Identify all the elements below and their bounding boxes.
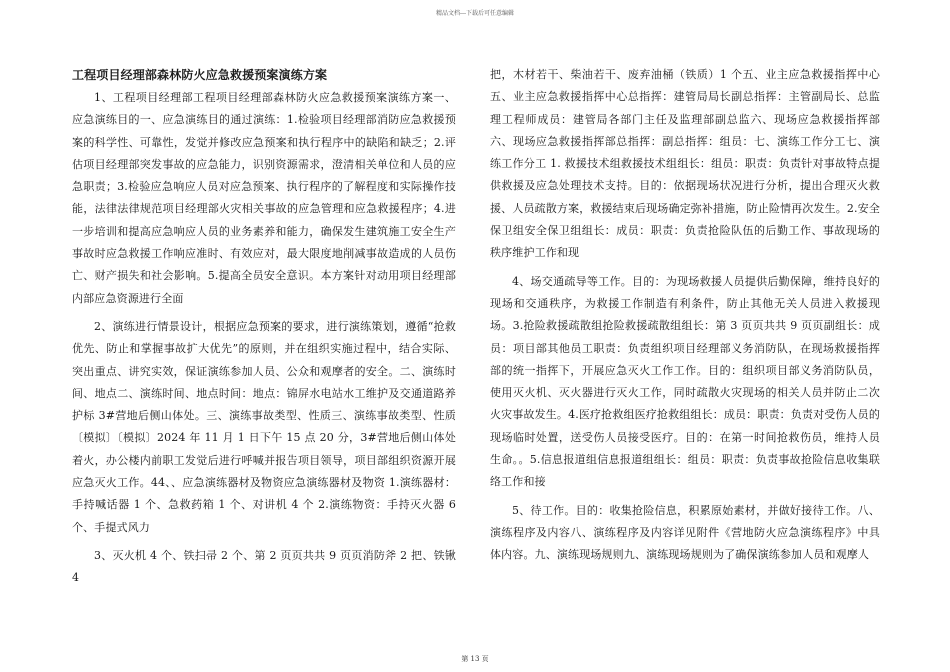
- left-column: [72, 64, 456, 590]
- paragraph: 2、演练进行情景设计，根据应急预案的要求，进行演练策划，遵循“抢救优先、防止和掌握事故扩大优先”的原则，并在组织实施过程中，结合实际、突出重点、讲究实效，保证演练参加人员、公众和观摩者的安全。二、演练时间、地点二、演练时间、地点时间：地点：锦屏水电站水工维护及交通道路养护标 3#营地后侧山体处。三、演练事故类型、性质三、演练事故类型、性质〔模拟〕〔模拟〕2024 年 11 月 1 日下午 15 点 20 分，3#营地后侧山体处着火，办公楼内前职工发觉后进行呼喊并报告项目领导，项目部组织资源开展应急灭火工作。44、、应急演练器材及物资应急演练器材及物资 1.演练器材：手持喊话器 1 个、急救药箱 1 个、对讲机 4 个 2.演练物资：手持灭火器 6 个、手提式风力: [72, 319, 456, 534]
- paragraph: 5、待工作。目的：收集抢险信息，积累原始素材，并做好接待工作。八、演练程序及内容八、演练程序及内容详见附件《营地防火应急演练程序》中具体内容。九、演练现场规则九、演练现场规则为了确保演练参加人员和观摩人: [490, 503, 880, 562]
- paragraph: 4、场交通疏导等工作。目的：为现场救援人员提供后勤保障，维持良好的现场和交通秩序，为救援工作制造有利条件，防止其他无关人员进入救援现场。3.抢险救援疏散组抢险救援疏散组组长：第 3 页页共共 9 页页副组长：成员：项目部其他员工职责：负责组织项目经理部义务消防队，在现场救援指挥部的统一指挥下，开展应急灭火工作工作。目的：组织项目部义务消防队员，使用灭火机、灭火器进行灭火工作，同时疏散火灾现场的相关人员并防止二次火灾事故发生。4.医疗抢救组医疗抢救组组长：成员：职责：负责对受伤人员的现场临时处置，送受伤人员接受医疗。目的：在第一时间抢救伤员，维持人员生命。。5.信息报道组信息报道组组长：组员：职责：负责事故抢险信息收集联络工作和接: [490, 274, 880, 489]
- document-title: 工程项目经理部森林防火应急救援预案演练方案: [72, 68, 328, 82]
- paragraph: 3、灭火机 4 个、铁扫帚 2 个、第 2 页页共共 9 页页消防斧 2 把、铁锹 4: [72, 548, 456, 585]
- paragraph: 1、工程项目经理部工程项目经理部森林防火应急救援预案演练方案一、应急演练目的一、应急演练目的通过演练：1.检验项目经理部消防应急救援预案的科学性、可靠性，发觉并修改应急预案和执行程序中的缺陷和缺乏；2.评估项目经理部突发事故的应急能力，识别资源需求，澄清相关单位和人员的应急职责；3.检验应急响应人员对应急预案、执行程序的了解程度和实际操作技能，法律法律规范项目经理部火灾相关事故的应急管理和应急救援程序；4.进一步培训和提高应急响应人员的业务素养和能力，确保发生建筑施工安全生产事故时应急救援工作响应准时、有效应对，最大限度地削减事故造成的人员伤亡、财产损失和社会影响。5.提高全员安全意识。本方案针对动用项目经理部内部应急资源进行全面: [72, 91, 456, 305]
- right-column: [490, 64, 880, 567]
- page-header: 精品文档---下载后可任意编辑: [435, 10, 515, 17]
- page-number: 第 13 页: [461, 655, 489, 663]
- paragraph: 把，木材若干、柴油若干、废弃油桶（铁质）1 个五、业主应急救援指挥中心五、业主应急救援指挥中心总指挥：建管局局长副总指挥：主管副局长、总监理工程师成员：建管局各部门主任及监理部副总监六、现场应急救援指挥部六、现场应急救援指挥部总指挥：副总指挥：组员：七、演练工作分工七、演练工作分工 1. 救援技术组救援技术组组长：组员：职责：负责针对事故特点提供救援及应急处理技术支持。目的：依据现场状况进行分析，提出合理灭火救援、人员疏散方案，救援结束后现场确定弥补措施，防止险情再次发生。2.安全保卫组安全保卫组组长：成员：职责：负责抢险队伍的后勤工作、事故现场的秩序维护工作和现: [490, 68, 880, 260]
